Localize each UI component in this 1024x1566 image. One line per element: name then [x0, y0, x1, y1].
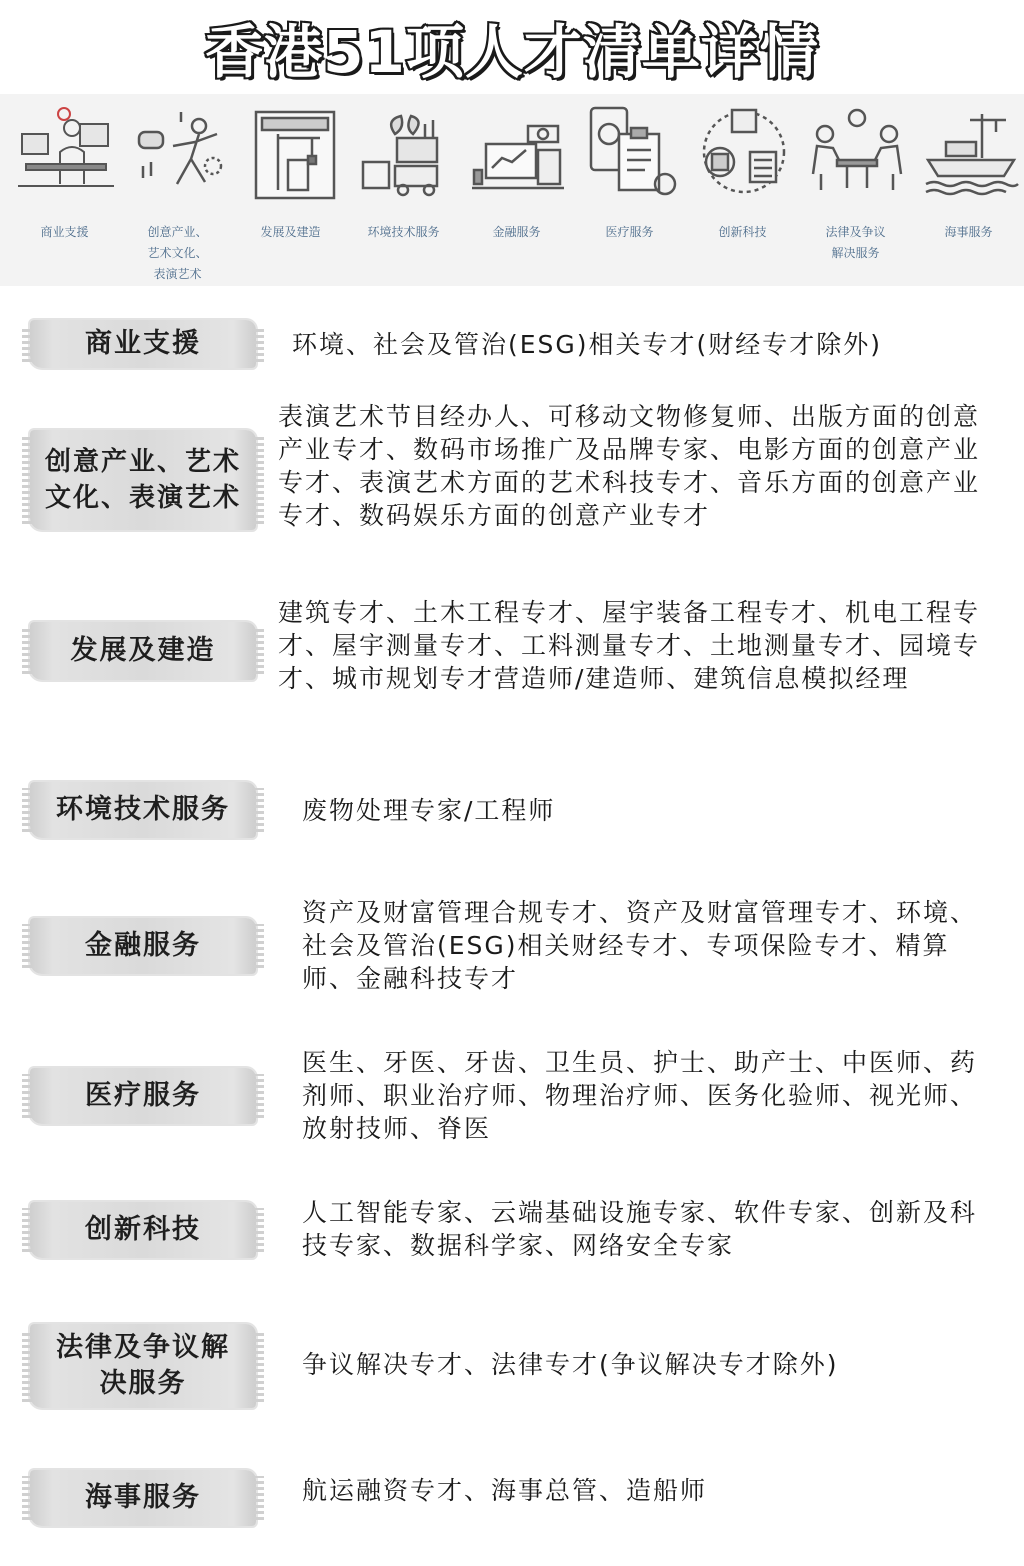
- icon-cell-legal: [799, 94, 912, 286]
- category-label: 医疗服务: [30, 1068, 256, 1124]
- category-label: 商业支援: [30, 320, 256, 368]
- icon-label: 商业支援: [40, 225, 89, 239]
- icon-cell-performing-arts: [121, 94, 234, 286]
- icon-strip: [0, 94, 1024, 286]
- business-support-icon: [16, 104, 116, 194]
- icon-cell-construction: [234, 94, 347, 286]
- icon-label: 创意产业、 艺术文化、 表演艺术: [147, 225, 208, 281]
- title-banner: [0, 0, 1024, 94]
- category-description: 争议解决专才、法律专才(争议解决专才除外): [302, 1350, 839, 1379]
- category-label: 发展及建造: [30, 622, 256, 680]
- maritime-icon: [920, 104, 1020, 204]
- category-description: 医生、牙医、牙齿、卫生员、护士、助产士、中医师、药剂师、职业治疗师、物理治疗师、医务化验师、视光师、放射技师、脊医: [302, 1048, 978, 1143]
- finance-icon: [468, 104, 568, 204]
- icon-cell-environment: [347, 94, 460, 286]
- environment-icon: [355, 104, 455, 204]
- medical-icon: [581, 104, 681, 204]
- page-title: 香港51项人才清单详情: [205, 18, 819, 86]
- category-description: 建筑专才、土木工程专才、屋宇装备工程专才、机电工程专才、屋宇测量专才、工料测量专才、土地测量专才、园境专才、城市规划专才营造师/建造师、建筑信息模拟经理: [278, 598, 981, 693]
- icon-cell-medical: [573, 94, 686, 286]
- category-description: 环境、社会及管治(ESG)相关专才(财经专才除外): [292, 330, 883, 359]
- category-label: 创意产业、艺术 文化、表演艺术: [30, 430, 256, 530]
- performing-arts-icon: [129, 104, 229, 204]
- category-label: 创新科技: [30, 1202, 256, 1258]
- category-description: 废物处理专家/工程师: [302, 796, 556, 825]
- icon-label: 海事服务: [944, 225, 993, 239]
- category-label: 环境技术服务: [30, 782, 256, 838]
- category-description: 表演艺术节目经办人、可移动文物修复师、出版方面的创意产业专才、数码市场推广及品牌专家、电影方面的创意产业专才、表演艺术方面的艺术科技专才、音乐方面的创意产业专才、数码娱乐方面的创意产业专才: [278, 402, 981, 530]
- category-label: 海事服务: [30, 1470, 256, 1526]
- icon-cell-innovation: [686, 94, 799, 286]
- legal-icon: [807, 104, 907, 204]
- category-label: 法律及争议解 决服务: [30, 1324, 256, 1408]
- icon-cell-finance: [460, 94, 573, 286]
- icon-label: 金融服务: [492, 225, 541, 239]
- innovation-icon: [694, 104, 794, 204]
- icon-cell-business-support: [8, 94, 121, 286]
- icon-label: 法律及争议 解决服务: [825, 225, 886, 260]
- icon-label: 医疗服务: [605, 225, 654, 239]
- category-description: 航运融资专才、海事总管、造船师: [302, 1476, 708, 1505]
- icon-label: 环境技术服务: [367, 225, 440, 239]
- construction-icon: [242, 104, 342, 204]
- icon-cell-maritime: [912, 94, 1024, 286]
- icon-label: 创新科技: [718, 225, 767, 239]
- category-description: 人工智能专家、云端基础设施专家、软件专家、创新及科技专家、数据科学家、网络安全专家: [302, 1198, 978, 1260]
- category-label: 金融服务: [30, 918, 256, 974]
- category-description: 资产及财富管理合规专才、资产及财富管理专才、环境、社会及管治(ESG)相关财经专才、专项保险专才、精算师、金融科技专才: [302, 898, 978, 993]
- icon-label: 发展及建造: [260, 225, 321, 239]
